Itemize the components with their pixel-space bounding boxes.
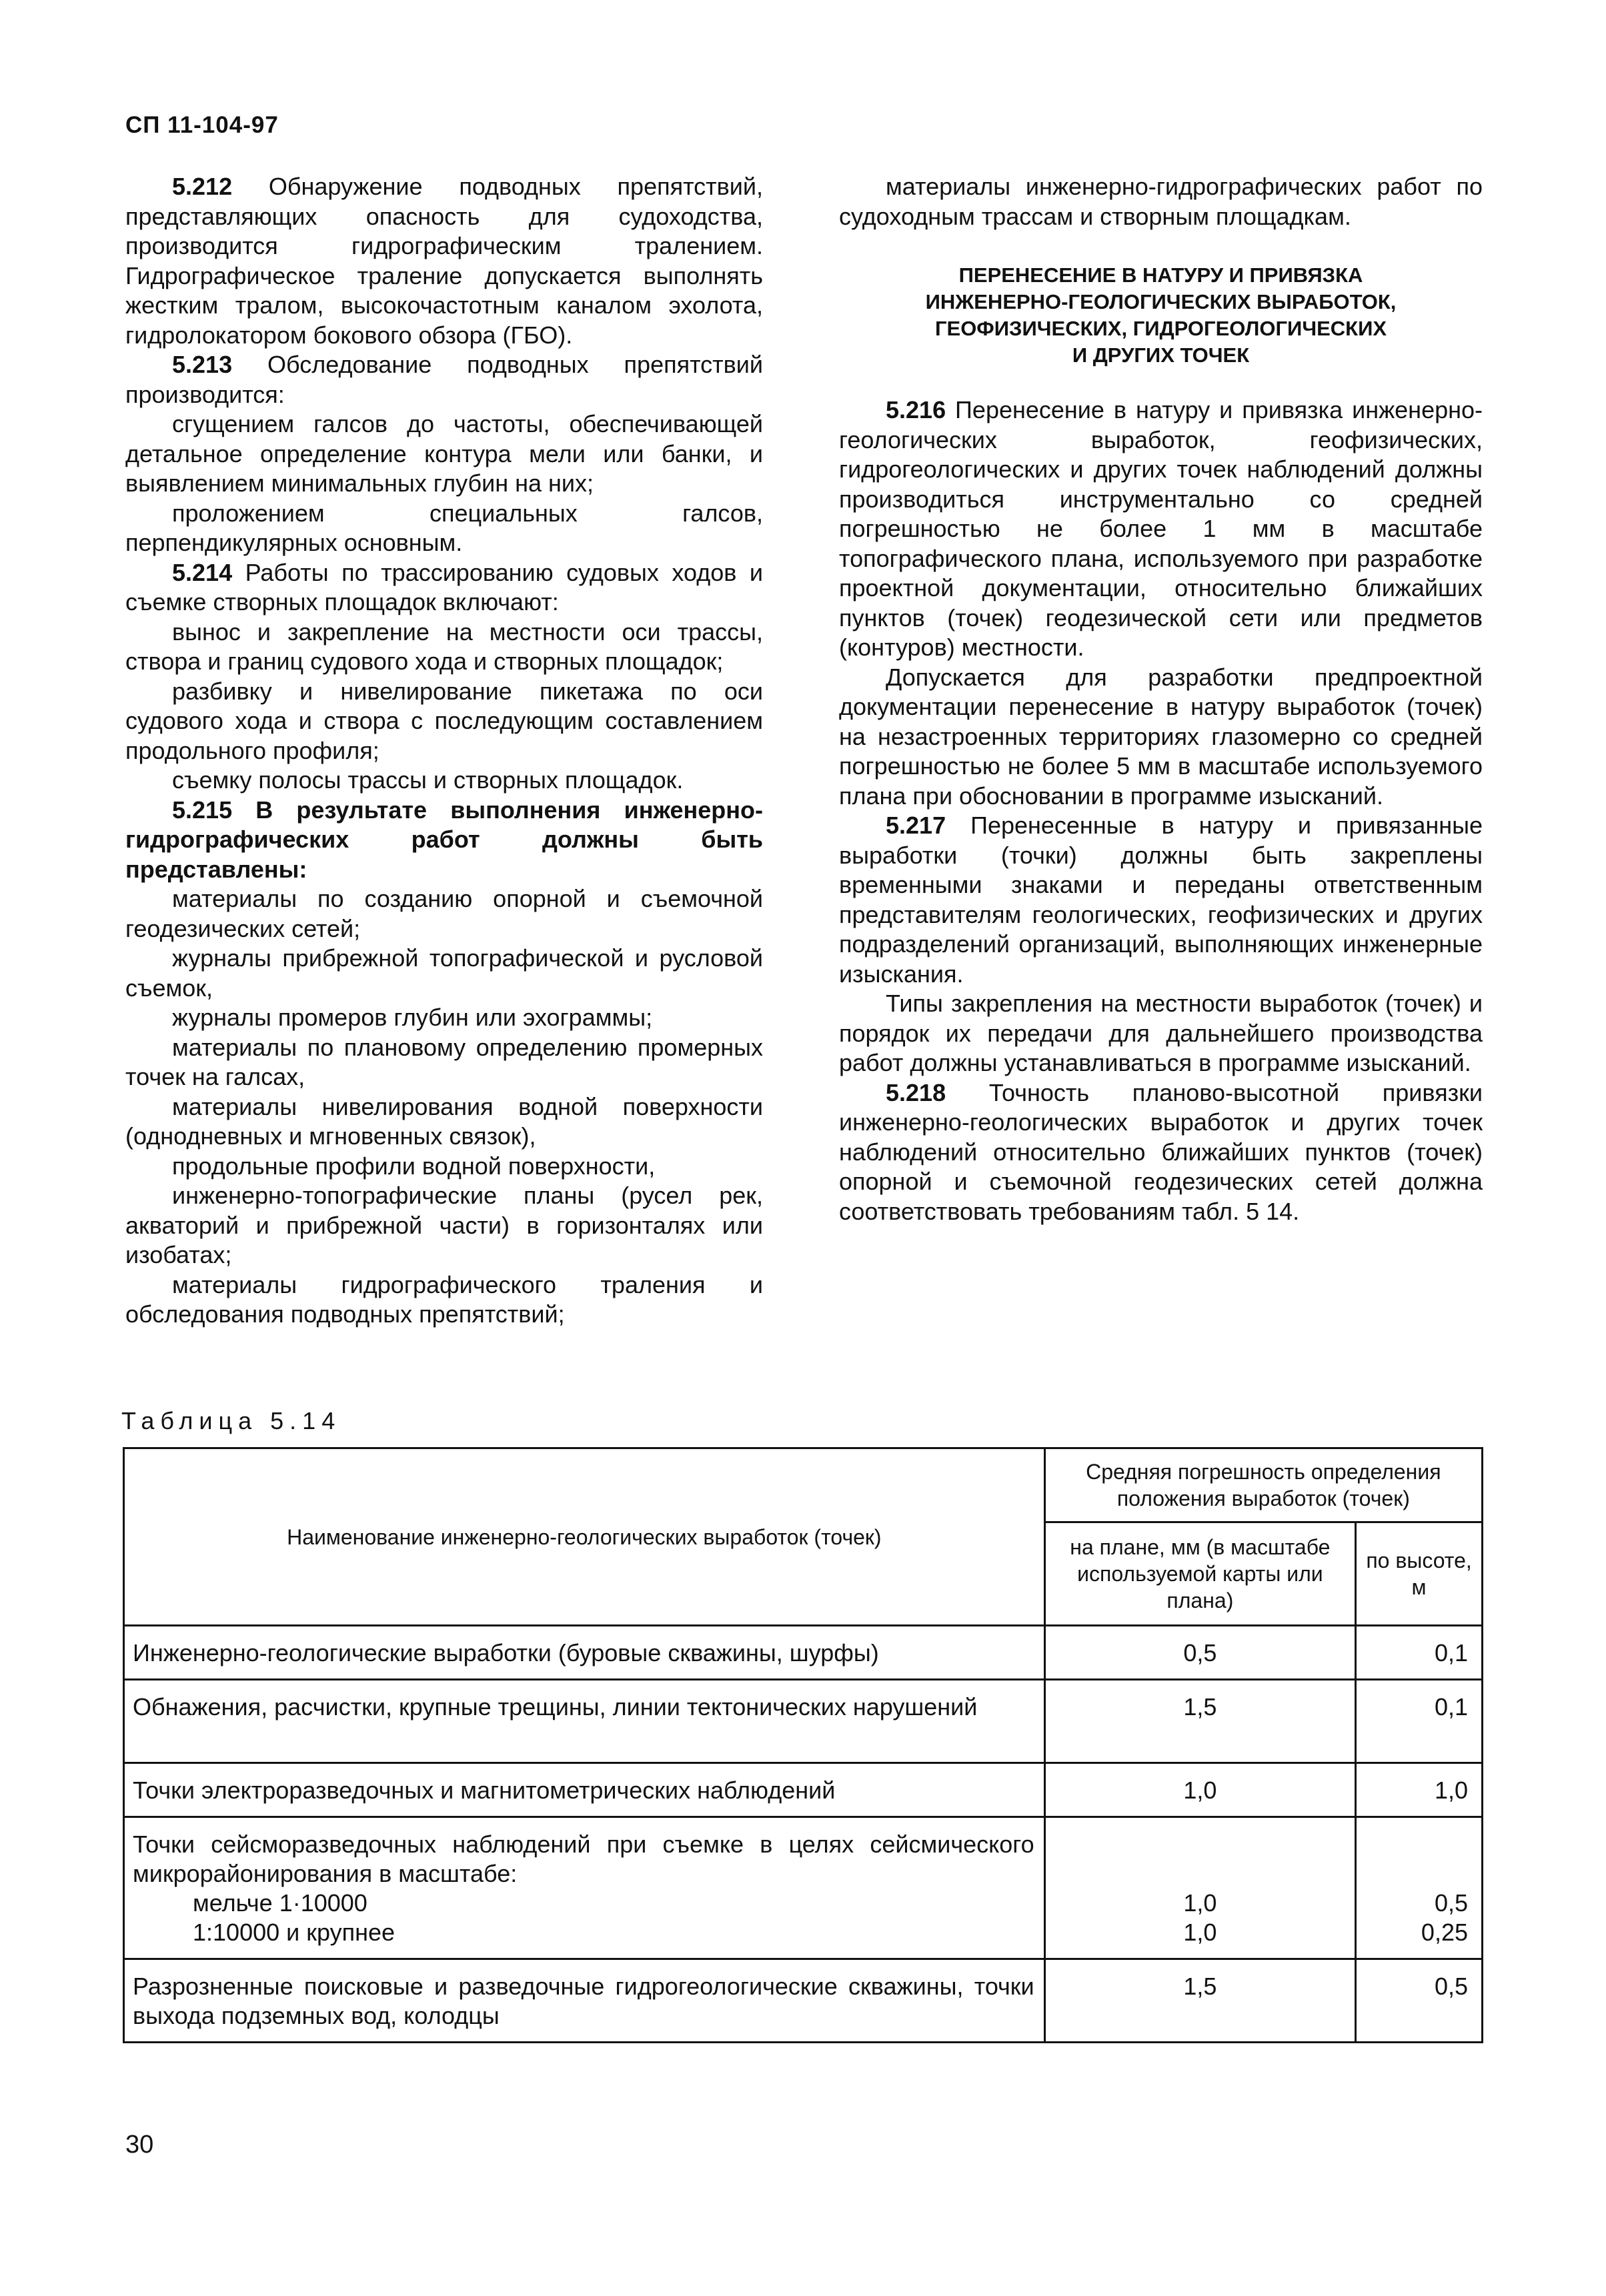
list-item: журналы промеров глубин или эхограммы; bbox=[172, 1004, 653, 1031]
row-plan-value: 1,5 bbox=[1044, 1959, 1355, 2043]
paragraph-5-214 bbox=[125, 558, 763, 618]
list-item: материалы нивелирования водной поверхности (однодневных и мгновенных связок), bbox=[125, 1092, 763, 1150]
list-item: вынос и закрепление на местности оси трассы, створа и границ судового хода и створных площадок; bbox=[125, 618, 763, 675]
column-header-plan: на плане, мм (в масштабе используемой карты или плана) bbox=[1044, 1522, 1355, 1626]
table-row bbox=[124, 1817, 1483, 1959]
list-item-continued: материалы инженерно-гидрографических работ по судоходным трассам и створным площадкам. bbox=[839, 173, 1483, 230]
clause-number: 5.213 bbox=[172, 351, 233, 378]
section-heading: ПЕРЕНЕСЕНИЕ В НАТУРУ И ПРИВЯЗКА ИНЖЕНЕРНО-ГЕОЛОГИЧЕСКИХ ВЫРАБОТОК, ГЕОФИЗИЧЕСКИХ, ГИДРОГЕОЛОГИЧЕСКИХ И ДРУГИХ ТОЧЕК bbox=[925, 263, 1397, 367]
clause-text: В результате выполнения инженерно-гидрографических работ должны быть представлены: bbox=[125, 796, 763, 883]
row-height-value: 1,0 bbox=[1356, 1763, 1483, 1817]
list-item: проложением специальных галсов, перпендикулярных основным. bbox=[125, 499, 763, 556]
row-name: Разрозненные поисковые и разведочные гидрогеологические скважины, точки выхода подземных вод, колодцы bbox=[124, 1959, 1045, 2043]
document-code: СП 11-104-97 bbox=[125, 112, 279, 138]
row-name: Точки электроразведочных и магнитометрических наблюдений bbox=[124, 1763, 1045, 1817]
clause-text: Работы по трассированию судовых ходов и съемке створных площадок включают: bbox=[125, 558, 763, 616]
right-column bbox=[839, 172, 1483, 1226]
table-row bbox=[124, 1763, 1483, 1817]
sub-plan-value: 1,0 bbox=[1183, 1889, 1217, 1917]
left-column bbox=[125, 172, 763, 1330]
clause-text: Перенесенные в натуру и привязанные выработки (точки) должны быть закреплены временными знаками и переданы ответственным представителям геологических, геофизических и других подразделений организаций, выполняющих инженерные изыскания. bbox=[839, 812, 1483, 988]
paragraph-5-216 bbox=[839, 395, 1483, 663]
list-item: журналы прибрежной топографической и русловой съемок, bbox=[125, 944, 763, 1002]
row-height-value: 0,5 bbox=[1356, 1959, 1483, 2043]
sub-item: мельче 1·10000 bbox=[193, 1889, 367, 1917]
row-plan-value: 0,5 bbox=[1044, 1626, 1355, 1680]
table-header-row bbox=[124, 1448, 1483, 1522]
table-row bbox=[124, 1626, 1483, 1680]
clause-text: Перенесение в натуру и привязка инженерно-геологических выработок, геофизических, гидрогеологических и других точек наблюдений должны производиться инструментально со средней погрешностью не более 1 мм в масштабе топографического плана, используемого при разработке проектной документации, относительно ближайших пунктов (точек) геодезической сети или предметов (контуров) местности. bbox=[839, 396, 1483, 661]
paragraph-5-213 bbox=[125, 350, 763, 409]
clause-number: 5.216 bbox=[886, 396, 946, 423]
clause-text: Обнаружение подводных препятствий, представляющих опасность для судоходства, производится гидрографическим тралением. Гидрографическое траление допускается выполнять жестким тралом, высокочастотным каналом эхолота, гидролокатором бокового обзора (ГБО). bbox=[125, 173, 763, 349]
sub-height-value: 0,5 bbox=[1434, 1889, 1468, 1917]
row-name: Инженерно-геологические выработки (буровые скважины, шурфы) bbox=[124, 1626, 1045, 1680]
paragraph-5-218 bbox=[839, 1078, 1483, 1227]
paragraph-5-212 bbox=[125, 172, 763, 350]
column-header-name: Наименование инженерно-геологических выработок (точек) bbox=[124, 1448, 1045, 1626]
clause-number: 5.215 bbox=[172, 796, 233, 824]
sub-item: 1:10000 и крупнее bbox=[193, 1919, 395, 1946]
row-height-value: 0,1 bbox=[1356, 1680, 1483, 1763]
list-item: инженерно-топографические планы (русел рек, акваторий и прибрежной части) в горизонталях или изобатах; bbox=[125, 1182, 763, 1268]
paragraph: Типы закрепления на местности выработок (точек) и порядок их передачи для дальнейшего производства работ должны устанавливаться в программе изысканий. bbox=[839, 990, 1483, 1076]
row-name-text: Точки сейсморазведочных наблюдений при съемке в целях сейсмического микрорайонирования в масштабе: bbox=[133, 1831, 1034, 1887]
paragraph: Допускается для разработки предпроектной документации перенесение в натуру выработок (точек) на незастроенных территориях глазомерно со средней погрешностью не более 5 мм в масштабе используемого плана при обосновании в программе изысканий. bbox=[839, 663, 1483, 810]
clause-text: Обследование подводных препятствий производится: bbox=[125, 351, 763, 408]
row-plan-value: 1,5 bbox=[1044, 1680, 1355, 1763]
row-name: Обнажения, расчистки, крупные трещины, линии тектонических нарушений bbox=[124, 1680, 1045, 1763]
paragraph-5-215 bbox=[125, 796, 763, 885]
clause-number: 5.214 bbox=[172, 558, 233, 586]
paragraph-5-217 bbox=[839, 811, 1483, 989]
list-item: материалы гидрографического траления и обследования подводных препятствий; bbox=[125, 1270, 763, 1328]
row-plan-value: 1,0 bbox=[1044, 1763, 1355, 1817]
list-item: материалы по созданию опорной и съемочной геодезических сетей; bbox=[125, 885, 763, 942]
table-caption: Таблица 5.14 bbox=[121, 1407, 341, 1434]
list-item: продольные профили водной поверхности, bbox=[172, 1152, 656, 1180]
table-row bbox=[124, 1959, 1483, 2043]
list-item: съемку полосы трассы и створных площадок. bbox=[172, 766, 684, 794]
row-name bbox=[124, 1817, 1045, 1959]
clause-number: 5.212 bbox=[172, 173, 233, 200]
clause-number: 5.218 bbox=[886, 1078, 946, 1106]
list-item: разбивку и нивелирование пикетажа по оси судового хода и створа с последующим составлением продольного профиля; bbox=[125, 677, 763, 764]
accuracy-table bbox=[123, 1447, 1483, 2043]
row-plan-values bbox=[1044, 1817, 1355, 1959]
list-item: материалы по плановому определению промерных точек на галсах, bbox=[125, 1033, 763, 1090]
clause-number: 5.217 bbox=[886, 812, 946, 839]
column-header-group: Средняя погрешность определения положения выработок (точек) bbox=[1044, 1448, 1482, 1522]
row-height-value: 0,1 bbox=[1356, 1626, 1483, 1680]
list-item: сгущением галсов до частоты, обеспечивающей детальное определение контура мели или банки, и выявлением минимальных глубин на них; bbox=[125, 410, 763, 497]
column-header-height: по высоте, м bbox=[1356, 1522, 1483, 1626]
table-row bbox=[124, 1680, 1483, 1763]
clause-text: Точность планово-высотной привязки инженерно-геологических выработок и других точек наблюдений относительно ближайших пунктов (точек) опорной и съемочной геодезических сетей должна соответствовать требованиям табл. 5 14. bbox=[839, 1078, 1483, 1225]
row-height-values bbox=[1356, 1817, 1483, 1959]
page-number: 30 bbox=[125, 2131, 154, 2159]
sub-plan-value: 1,0 bbox=[1183, 1919, 1217, 1946]
sub-height-value: 0,25 bbox=[1421, 1919, 1468, 1946]
